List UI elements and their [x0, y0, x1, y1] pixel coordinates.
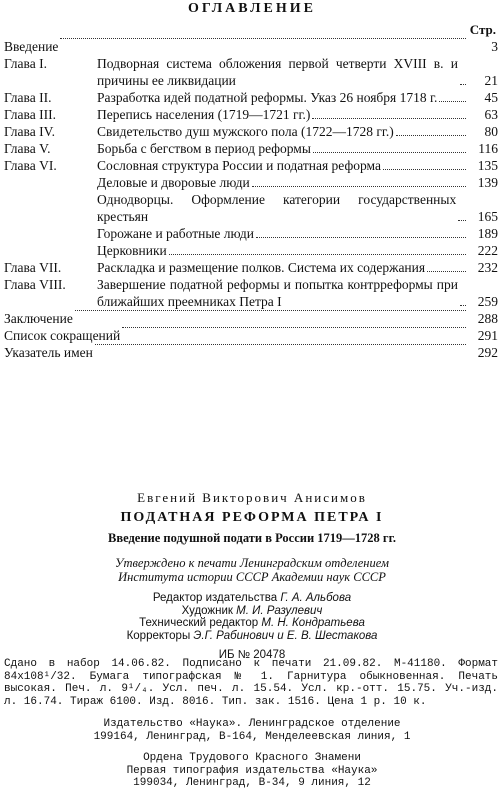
- toc-entry: [4, 191, 498, 225]
- toc-entry-text: Свидетельство душ мужского пола (1722—1728 гг.): [97, 124, 394, 139]
- leader-dots: [60, 38, 466, 39]
- toc-entry-page: 189: [477, 226, 498, 241]
- leader-dots: [458, 220, 466, 221]
- book-imprint: [0, 490, 504, 661]
- toc-entry: [4, 55, 498, 89]
- toc-entry-page: 21: [484, 73, 498, 88]
- leader-dots: [312, 118, 466, 119]
- toc-entry-page: 259: [477, 294, 498, 309]
- leader-dots: [252, 186, 466, 187]
- toc-entry: [4, 344, 498, 361]
- toc-entry-page: 116: [478, 141, 498, 156]
- toc-entry-label: Глава II.: [4, 90, 52, 105]
- toc-entry-page: 63: [484, 107, 498, 122]
- toc-entry: [4, 140, 498, 157]
- leader-dots: [169, 254, 466, 255]
- printer-line: 199034, Ленинград, В-34, 9 линия, 12: [133, 777, 371, 789]
- toc-entry: [4, 259, 498, 276]
- leader-dots: [75, 310, 466, 311]
- toc-entry: [4, 38, 498, 55]
- toc-entry-label: Глава III.: [4, 107, 56, 122]
- leader-dots: [383, 169, 466, 170]
- toc-entry-label: Глава V.: [4, 141, 51, 156]
- leader-dots: [256, 237, 466, 238]
- toc-entry-page: 288: [477, 311, 498, 326]
- leader-dots: [122, 327, 466, 328]
- toc-entry-label: Введение: [4, 39, 59, 54]
- isbn-number: ИБ № 20478: [218, 649, 286, 661]
- leader-dots: [95, 344, 466, 345]
- author-name: Евгений Викторович Анисимов: [137, 490, 367, 505]
- toc-entry-page: 135: [477, 158, 498, 173]
- credit-line: [0, 592, 504, 605]
- credit-name: Э.Г. Рабинович и Е. В. Шестакова: [193, 629, 378, 642]
- toc-entry-label: Заключение: [4, 311, 73, 326]
- toc-entry-label: Глава VI.: [4, 158, 57, 173]
- toc-entry-text: Подворная система обложения первой четверти XVIII в. и причины ее ликвидации: [97, 56, 458, 88]
- toc-entry-text: Деловые и дворовые люди: [97, 175, 250, 190]
- toc-entry: [4, 327, 498, 344]
- credit-line: [0, 605, 504, 618]
- toc-entry-text: Горожане и работные люди: [97, 226, 255, 241]
- toc-entry: [4, 276, 498, 310]
- toc-entry-label: Глава IV.: [4, 124, 55, 139]
- toc-entry: [4, 157, 498, 174]
- approval-line: Утверждено к печати Ленинградским отделением: [115, 556, 389, 570]
- toc-entry-label: Глава I.: [4, 56, 47, 71]
- toc-entry-page: 3: [491, 39, 498, 54]
- technical-details: Сдано в набор 14.06.82. Подписано к печати 21.09.82. М-41180. Формат 84x108¹/32. Бумага типографская № 1. Гарнитура обыкновенная. Печать высокая. Печ. л. 9¹/₄. Усл. печ. л. 15.54. Усл. кр.-отт. 15.75. Уч.-изд. л. 16.74. Тираж 6100. Изд. 8016. Тип. зак. 1516. Цена 1 р. 10 к.: [4, 658, 498, 708]
- toc-entry: [4, 106, 498, 123]
- toc-entry: [4, 123, 498, 140]
- toc-entry: [4, 89, 498, 106]
- credits: [0, 592, 504, 642]
- toc-entry-page: 232: [477, 260, 498, 275]
- toc-entry-page: 80: [484, 124, 498, 139]
- printer-line: Первая типография издательства «Наука»: [126, 764, 378, 777]
- credit-line: [0, 617, 504, 630]
- credit-role: Художник: [181, 604, 233, 617]
- publisher-line: Издательство «Наука». Ленинградское отделение: [103, 718, 401, 730]
- leader-dots: [460, 84, 466, 85]
- approval-line: Института истории СССР Академии наук СССР: [118, 570, 386, 584]
- leader-dots: [427, 271, 466, 272]
- toc-entry: [4, 174, 498, 191]
- book-subtitle: Введение подушной подати в России 1719—1728 гг.: [108, 531, 396, 545]
- toc-entry: [4, 310, 498, 327]
- credit-role: Редактор издательства: [152, 592, 278, 604]
- credit-name: М. Н. Кондратьева: [261, 617, 365, 629]
- table-of-contents: [4, 38, 498, 361]
- page-column-header: Стр.: [469, 22, 496, 37]
- credit-role: Технический редактор: [139, 617, 259, 629]
- toc-entry-text: Борьба с бегством в период реформы: [97, 141, 311, 156]
- toc-entry-label: Указатель имен: [4, 345, 93, 360]
- publisher-info: [0, 718, 504, 743]
- toc-entry-text: Разработка идей податной реформы. Указ 26 ноября 1718 г.: [97, 90, 438, 105]
- toc-entry-text: Перепись населения (1719—1721 гг.): [97, 107, 311, 122]
- toc-entry-text: Однодворцы. Оформление категории государственных крестьян: [97, 192, 457, 224]
- toc-entry-text: Церковники: [97, 243, 167, 258]
- toc-entry-text: Сословная структура России и податная реформа: [97, 158, 381, 173]
- leader-dots: [460, 305, 466, 306]
- toc-entry-label: Глава VIII.: [4, 277, 66, 292]
- leader-dots: [439, 101, 466, 102]
- credit-role: Корректоры: [126, 629, 191, 642]
- book-title: ПОДАТНАЯ РЕФОРМА ПЕТРА I: [120, 510, 384, 525]
- toc-entry-page: 139: [477, 175, 498, 190]
- printer-line: Ордена Трудового Красного Знамени: [143, 752, 361, 764]
- printer-info: [0, 752, 504, 790]
- approval-note: [0, 556, 504, 584]
- toc-entry: [4, 242, 498, 259]
- credit-line: [0, 630, 504, 643]
- leader-dots: [396, 135, 466, 136]
- toc-entry-page: 222: [477, 243, 498, 258]
- toc-entry-label: Глава VII.: [4, 260, 62, 275]
- toc-title: ОГЛАВЛЕНИЕ: [188, 1, 316, 16]
- credit-name: Г. А. Альбова: [280, 592, 352, 604]
- toc-entry-text: Завершение податной реформы и попытка контрреформы при ближайших преемниках Петра I: [97, 277, 458, 309]
- toc-entry-page: 165: [477, 209, 498, 224]
- publisher-line: 199164, Ленинград, В-164, Менделеевская линия, 1: [93, 730, 411, 743]
- toc-entry-page: 45: [484, 90, 498, 105]
- leader-dots: [313, 152, 466, 153]
- toc-entry: [4, 225, 498, 242]
- toc-entry-label: Список сокращений: [4, 328, 121, 343]
- toc-entry-page: 291: [477, 328, 498, 343]
- credit-name: М. И. Разулевич: [236, 604, 323, 617]
- toc-entry-page: 292: [477, 345, 498, 360]
- toc-entry-text: Раскладка и размещение полков. Система их содержания: [97, 260, 426, 275]
